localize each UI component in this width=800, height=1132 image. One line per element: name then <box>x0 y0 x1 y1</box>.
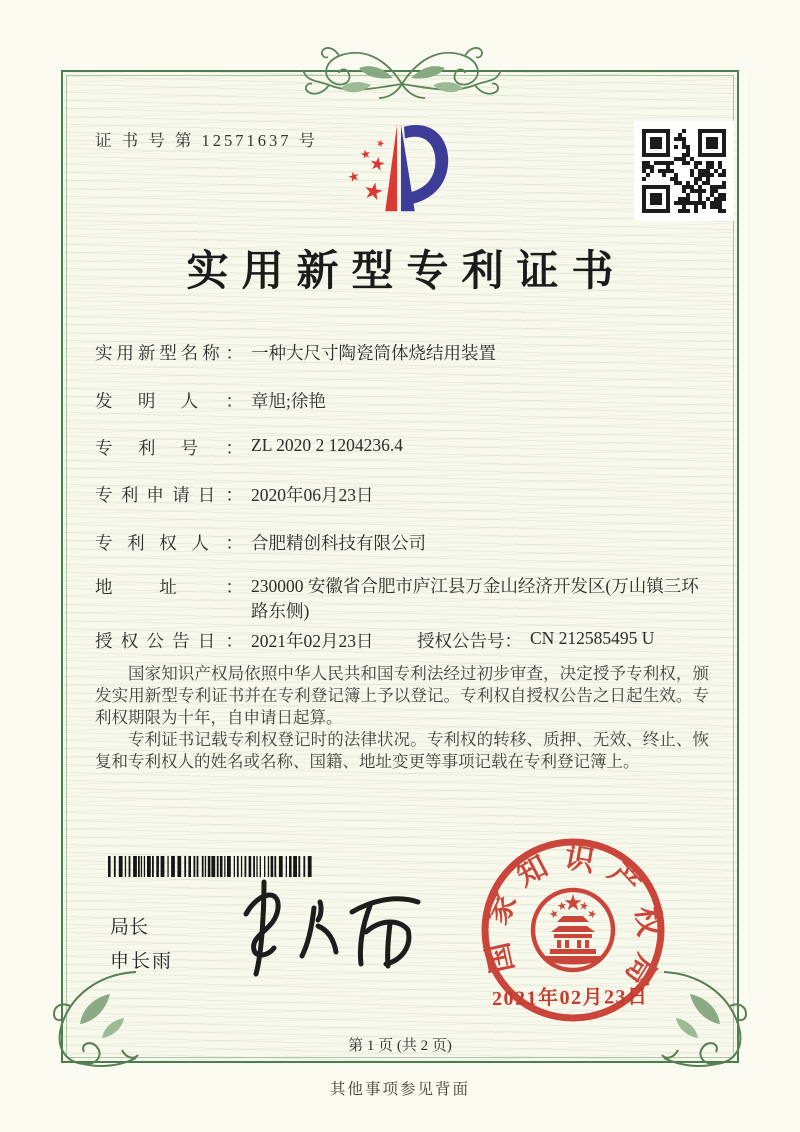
seal-date: 2021年02月23日 <box>491 985 649 1011</box>
certificate-number: 证 书 号 第 12571637 号 <box>95 131 319 150</box>
page-number: 第 1 页 (共 2 页) <box>348 1038 452 1054</box>
field-row-patentee <box>95 530 426 555</box>
field-label: 授权公告日 ： <box>95 628 243 653</box>
footer-note: 其他事项参见背面 <box>329 1081 470 1098</box>
field-row-name <box>95 340 496 365</box>
legal-text <box>95 663 709 773</box>
field-row-filing-date <box>95 482 374 507</box>
seal-text: 国家知识产权局 <box>477 839 668 1003</box>
national-emblem-icon <box>533 890 613 970</box>
field-value: 2020年06月23日 <box>251 485 374 505</box>
field-row-inventor <box>95 388 326 413</box>
field-label: 专利权人 ： <box>95 530 243 555</box>
field-value: 2021年02月23日 <box>251 631 374 651</box>
field-value: 章旭;徐艳 <box>251 391 326 411</box>
field-label: 授权公告号 ： <box>417 631 522 651</box>
field-value: 230000 安徽省合肥市庐江县万金山经济开发区(万山镇三环路东侧) <box>251 576 699 621</box>
field-label: 发明人 ： <box>95 388 243 413</box>
field-row-patent-no <box>95 435 403 460</box>
field-label: 专利号 ： <box>95 435 243 460</box>
corner-flourish-bottom-left-icon <box>40 966 142 1074</box>
qr-code <box>634 121 734 221</box>
field-value: 合肥精创科技有限公司 <box>251 533 426 553</box>
signature-icon <box>218 868 428 986</box>
field-row-address <box>95 574 699 624</box>
field-label: 专利申请日 ： <box>95 482 243 507</box>
cnipa-logo-icon <box>336 112 464 228</box>
certificate-title: 实用新型专利证书 <box>186 249 627 295</box>
legal-paragraph-2: 专利证书记载专利权登记时的法律状况。专利权的转移、质押、无效、终止、恢复和专利权人的姓名或名称、国籍、地址变更等事项记载在专利登记簿上。 <box>95 730 709 771</box>
top-ornament-icon <box>283 40 521 104</box>
field-value: ZL 2020 2 1204236.4 <box>251 435 403 455</box>
signer-name: 申长雨 <box>110 951 174 972</box>
signer-role: 局长 <box>110 917 149 938</box>
field-value: 一种大尺寸陶瓷筒体烧结用装置 <box>251 343 496 363</box>
field-row-grant <box>95 628 655 653</box>
field-label: 地址 ： <box>95 574 243 599</box>
field-grant-no <box>417 628 654 653</box>
field-label: 实用新型名称 ： <box>95 340 243 365</box>
legal-paragraph-1: 国家知识产权局依照中华人民共和国专利法经过初步审查，决定授予专利权，颁发实用新型专利证书并在专利登记簿上予以登记。专利权自授权公告之日起生效。专利权期限为十年，自申请日起算。 <box>95 664 709 727</box>
field-value: CN 212585495 U <box>530 628 655 648</box>
